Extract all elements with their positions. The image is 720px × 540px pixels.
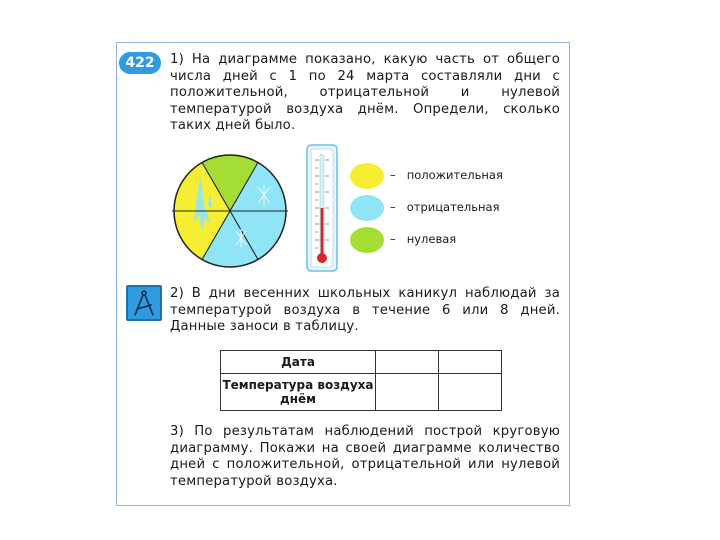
table-row <box>221 351 502 374</box>
observation-table <box>220 350 502 411</box>
task-part-3-text: 3) По результатам наблюдений построй круговую диаграмму. Покажи на своей диаграмме количество дней с положительной, отрицательной или нулевой температурой воздуха. <box>170 424 560 489</box>
table-header-temperature: Температура воздуха днём <box>221 374 376 411</box>
legend-dash: – <box>390 232 396 246</box>
pie-chart <box>172 153 288 269</box>
task-number-badge: 422 <box>119 52 161 74</box>
legend-label-positive: положительная <box>406 168 503 182</box>
table-cell-empty <box>376 374 439 411</box>
table-header-date: Дата <box>221 351 376 374</box>
table-row <box>221 374 502 411</box>
legend-swatch-positive <box>350 163 384 189</box>
table-cell-empty <box>439 351 502 374</box>
legend-dash: – <box>390 168 396 182</box>
table-cell-empty <box>376 351 439 374</box>
table-cell-empty <box>439 374 502 411</box>
compass-icon <box>126 285 162 321</box>
legend-label-zero: нулевая <box>406 232 457 246</box>
legend-swatch-negative <box>350 195 384 221</box>
task-part-1-text: 1) На диаграмме показано, какую часть от общего числа дней с 1 по 24 марта составляли дни с положительной, отрицательной и нулевой температурой воздуха днём. Определи, сколько таких дней было. <box>170 52 560 134</box>
legend-dash: – <box>390 200 396 214</box>
legend-label-negative: отрицательная <box>406 200 500 214</box>
legend-swatch-zero <box>350 227 384 253</box>
thermometer-icon <box>306 144 338 272</box>
task-part-2-text: 2) В дни весенних школьных каникул наблюдай за температурой воздуха в течение 6 или 8 дней. Данные заноси в таблицу. <box>170 286 560 335</box>
